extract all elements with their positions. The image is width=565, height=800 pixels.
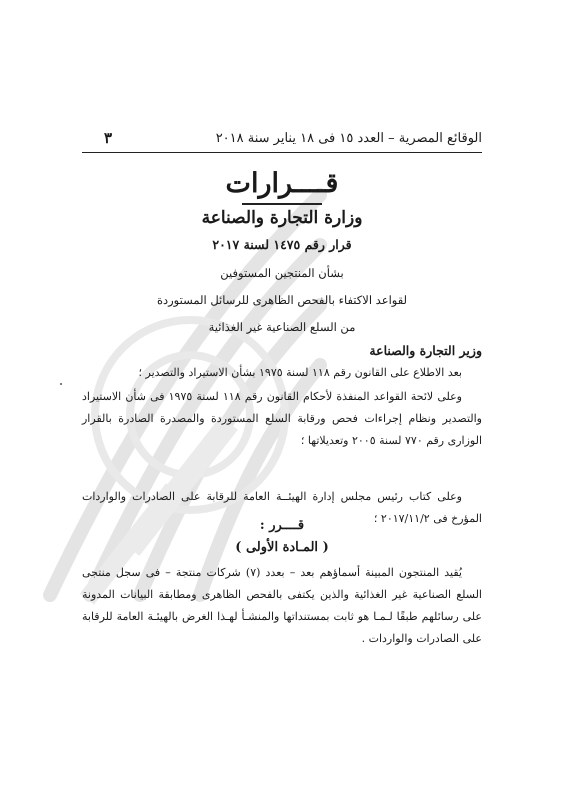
decree-subject-line: لقواعد الاكتفاء بالفحص الظاهرى للرسائل المستوردة	[156, 293, 408, 307]
decree-subject-line: بشأن المنتجين المستوفين	[220, 266, 344, 280]
preamble-paragraph: وعلى لائحة القواعد المنفذة لأحكام القانون رقم ١١٨ لسنة ١٩٧٥ فى شأن الاستيراد والتصدير ونظام إجراءات فحص ورقابة السلع المستوردة والمصدرة الصادرة بالقرار الوزارى رقم ٧٧٠ لسنة ٢٠٠٥ وتعديلاتها ؛	[82, 390, 482, 447]
issuer-title: وزير التجارة والصناعة	[369, 343, 482, 358]
page-number: ٣	[104, 129, 113, 147]
running-header	[82, 128, 482, 148]
preamble-paragraph: بعد الاطلاع على القانون رقم ١١٨ لسنة ١٩٧٥ بشأن الاستيراد والتصدير ؛	[138, 366, 462, 379]
header-divider	[82, 152, 482, 153]
gazette-issue-line: الوقائع المصرية – العدد ١٥ فى ١٨ يناير سنة ٢٠١٨	[215, 130, 482, 146]
title-underline	[242, 203, 322, 205]
article-heading: ( المـادة الأولى )	[235, 540, 329, 555]
decree-number: قرار رقم ١٤٧٥ لسنة ٢٠١٧	[212, 237, 352, 252]
resolves-heading: قــــرر :	[259, 518, 305, 533]
ministry-name: وزارة التجارة والصناعة	[201, 208, 363, 228]
preamble-paragraph: وعلى كتاب رئيس مجلس إدارة الهيئــة العامة للرقابة على الصادرات والواردات المؤرخ فى ٢٠١٧/١١/٢ ؛	[82, 490, 482, 525]
section-title: قــــرارات	[225, 168, 339, 199]
margin-mark	[60, 383, 62, 385]
article-paragraph: يُقيد المنتجون المبينة أسماؤهم بعد – بعدد (٧) شركات منتجة – فى سجل منتجى السلع الصناعية غير الغذائية والذين يكتفى بالفحص الظاهرى ومطابقة البيانات المدونة على رسائلهم طبقًا لـمـا هو ثابت بمستنداتها والمنشـأ لهـذا الغرض بالهيئـة العامة للرقابة على الصادرات والواردات .	[82, 566, 482, 645]
decree-subject-line: من السلع الصناعية غير الغذائية	[208, 320, 356, 334]
